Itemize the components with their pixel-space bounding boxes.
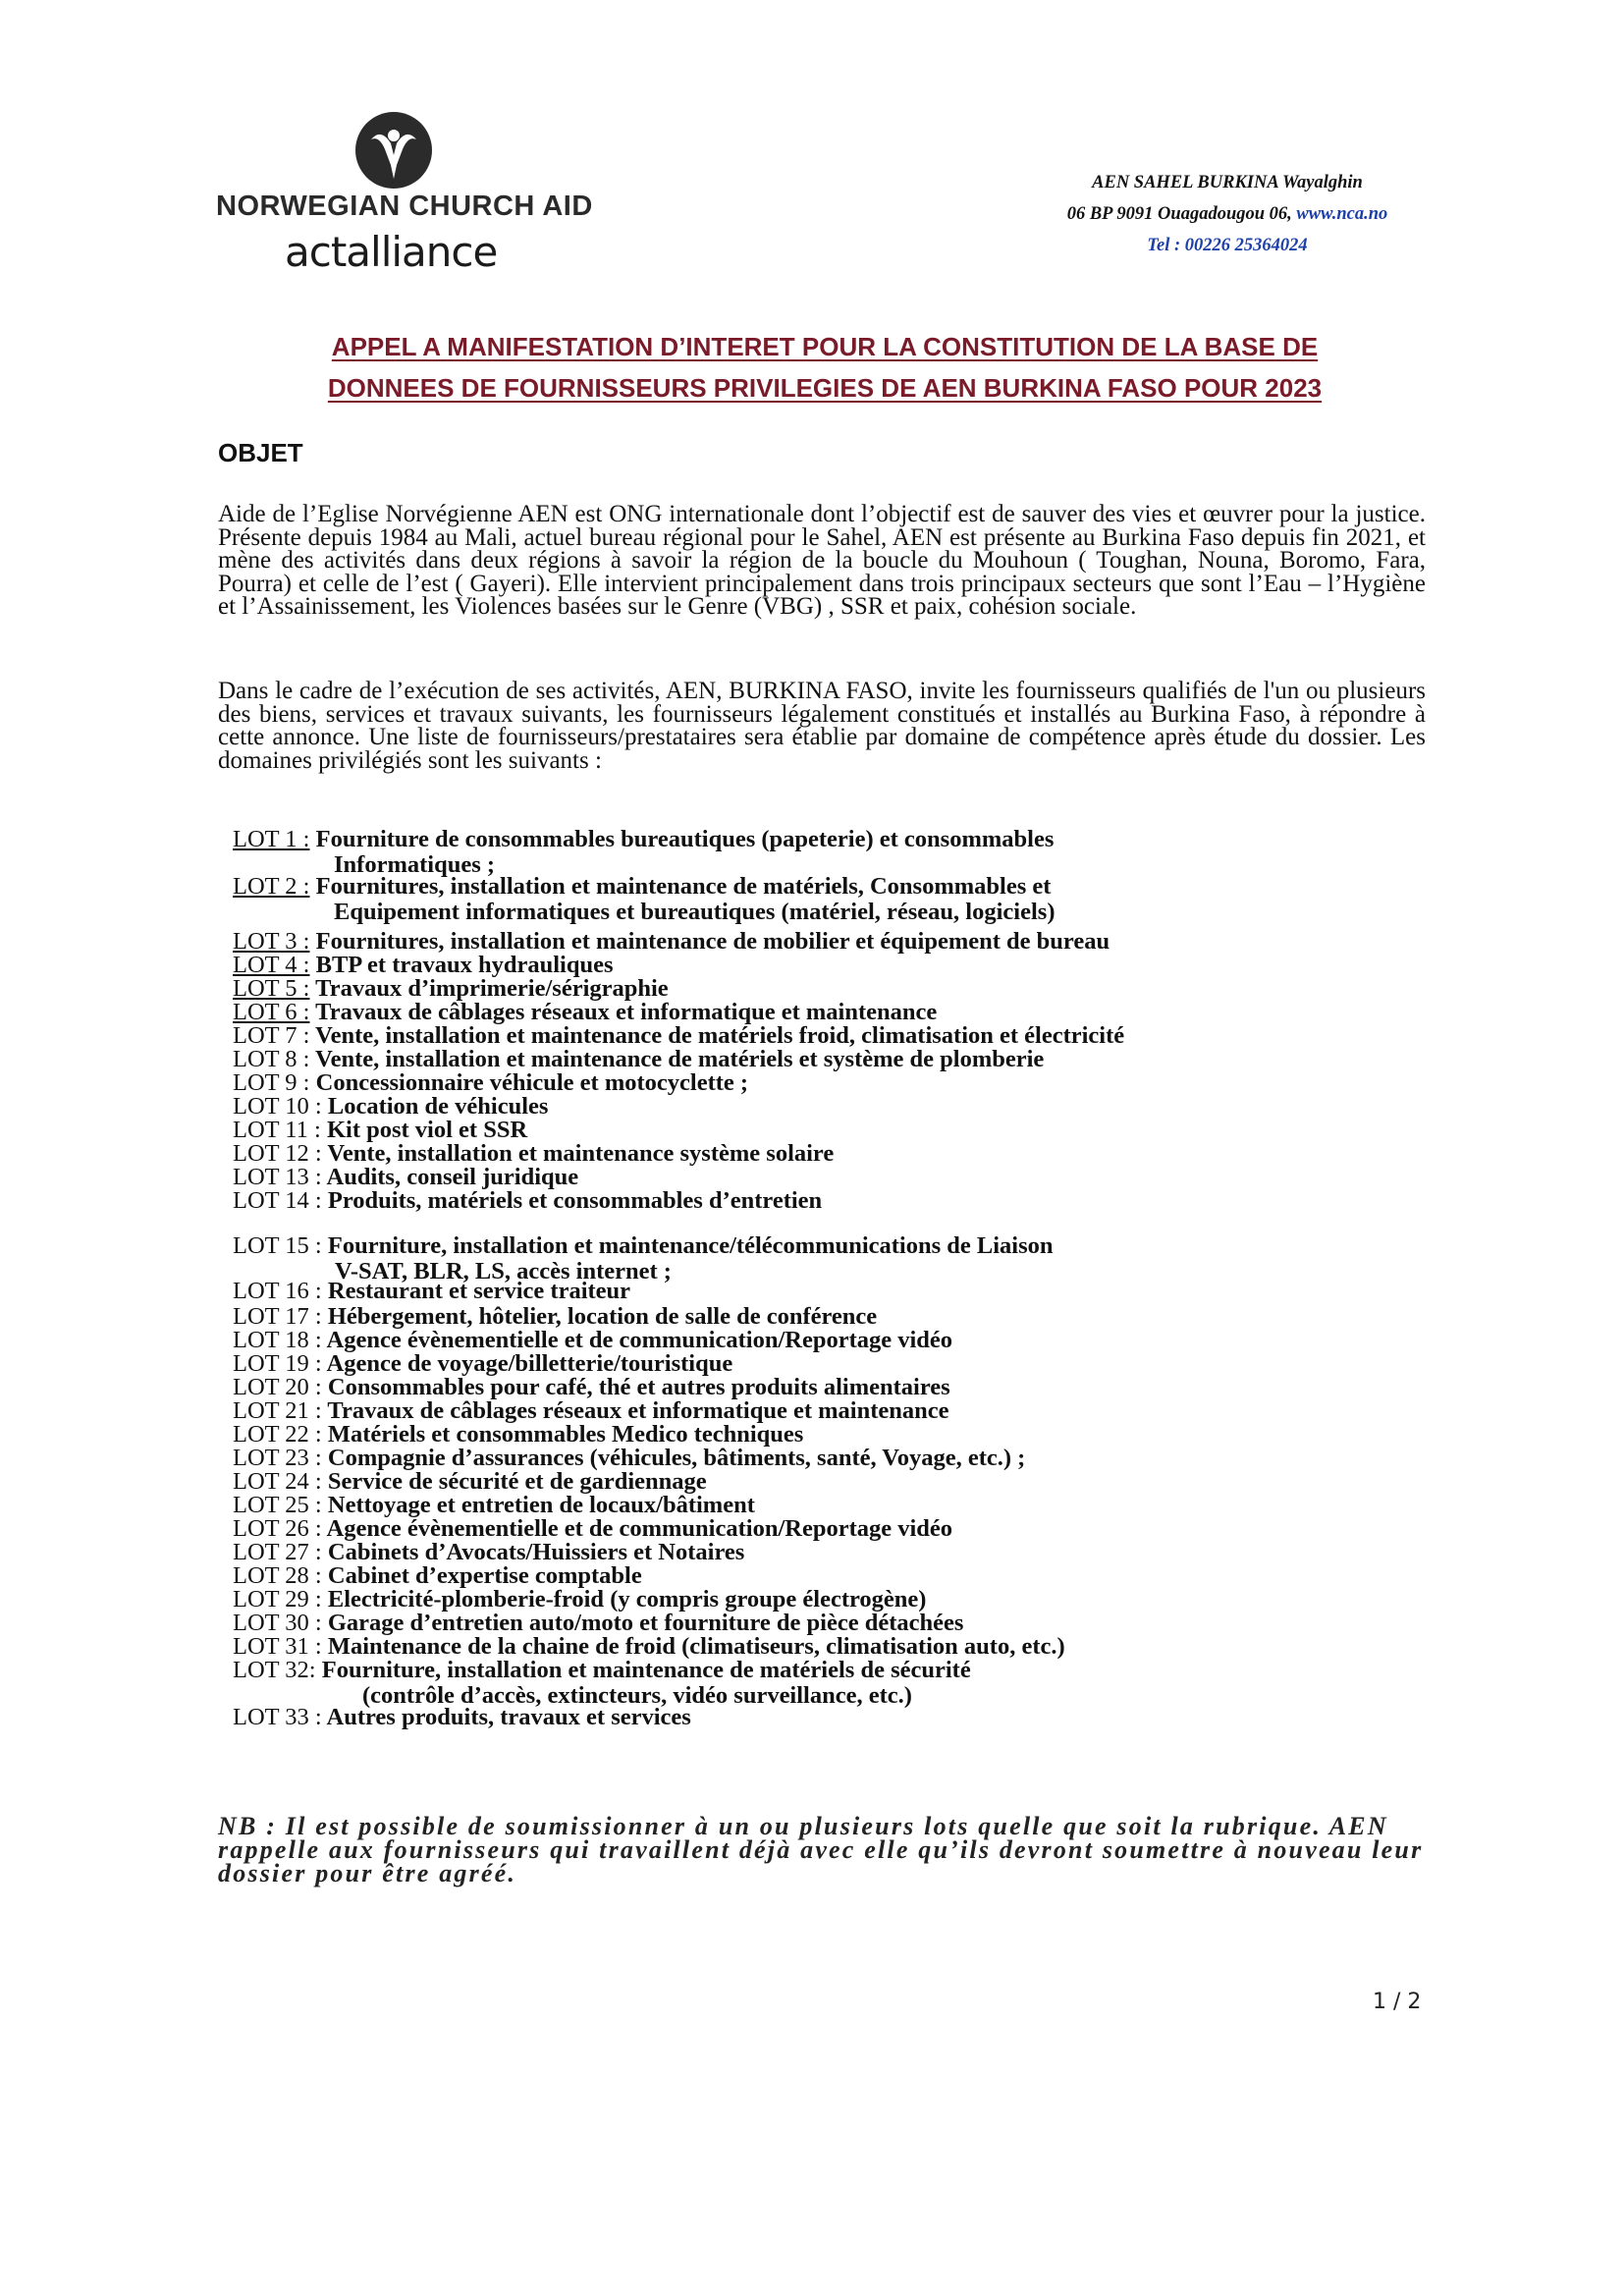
intro-paragraph: Aide de l’Eglise Norvégienne AEN est ONG internationale dont l’objectif est de sauver des vies et œuvrer pour la justice. Présente depuis 1984 au Mali, actuel bureau régional pour le Sahel, AEN est présente au Burkina Faso depuis fin 2021, et mène des activités dans deux régions à savoir la région de la boucle du Mouhoun ( Toughan, Nouna, Boromo, Fara, Pourra) et celle de l’est ( Gayeri). Elle intervient principalement dans trois principaux secteurs que sont l’Eau – l’Hygiène et l’Assainissement, les Violences basées sur le Genre (VBG) , SSR et paix, cohésion sociale. xyxy=(218,501,1426,620)
telephone: Tel : 00226 25364024 xyxy=(1147,236,1308,255)
lot-label: LOT 30 : xyxy=(233,1610,322,1636)
lot-text: Travaux de câblages réseaux et informatique et maintenance xyxy=(309,999,938,1025)
lot-label: LOT 12 : xyxy=(233,1140,322,1167)
lot-text: Agence évènementielle et de communication/Reportage vidéo xyxy=(321,1515,953,1542)
lot-text: Audits, conseil juridique xyxy=(321,1164,579,1190)
lot-label: LOT 22 : xyxy=(233,1421,322,1448)
lot-text: Matériels et consommables Medico techniques xyxy=(321,1421,804,1448)
church-aid-logo-icon xyxy=(353,110,434,191)
lot-label: LOT 16 : xyxy=(233,1278,322,1304)
lot-text: Nettoyage et entretien de locaux/bâtiment xyxy=(321,1492,755,1518)
lot-label: LOT 1 : xyxy=(233,826,310,852)
lot-text: Travaux de câblages réseaux et informatique et maintenance xyxy=(321,1397,949,1424)
nb-note: NB : Il est possible de soumissionner à un ou plusieurs lots quelle que soit la rubrique. AEN rappelle aux fournisseurs qui travaillent déjà avec elle qu’ils devront soumettre à nouveau leur dossier pour être agréé. xyxy=(218,1812,1424,1887)
lot-label: LOT 2 : xyxy=(233,873,310,900)
lot-text: Garage d’entretien auto/moto et fourniture de pièce détachées xyxy=(321,1610,964,1636)
address-line-1: AEN SAHEL BURKINA Wayalghin xyxy=(1092,173,1363,192)
document-title xyxy=(236,326,1414,409)
lot-text: Service de sécurité et de gardiennage xyxy=(321,1468,707,1495)
lot-label: LOT 20 : xyxy=(233,1374,322,1400)
lot-text: Fourniture de consommables bureautiques (papeterie) et consommables xyxy=(309,826,1055,852)
invitation-paragraph: Dans le cadre de l’exécution de ses activités, AEN, BURKINA FASO, invite les fournisseurs qualifiés de l'un ou plusieurs des biens, services et travaux suivants, les fournisseurs légalement constitués et installés au Burkina Faso, à répondre à cette annonce. Une liste de fournisseurs/prestataires sera établie par domaine de compétence après étude du dossier. Les domaines privilégiés sont les suivants : xyxy=(218,678,1426,774)
lot-label: LOT 19 : xyxy=(233,1350,322,1377)
lot-text: Fournitures, installation et maintenance de mobilier et équipement de bureau xyxy=(309,928,1110,955)
lot-label: LOT 8 : xyxy=(233,1046,310,1072)
lot-item xyxy=(233,1657,971,1709)
lot-label: LOT 26 : xyxy=(233,1515,322,1542)
lot-label: LOT 28 : xyxy=(233,1562,322,1589)
lot-text: Cabinet d’expertise comptable xyxy=(321,1562,642,1589)
lot-text: Agence de voyage/billetterie/touristique xyxy=(321,1350,733,1377)
address-postal: 06 BP 9091 Ouagadougou 06, xyxy=(1066,204,1297,224)
lot-text: Cabinets d’Avocats/Huissiers et Notaires xyxy=(321,1539,745,1565)
lot-label: LOT 18 : xyxy=(233,1327,322,1353)
lot-item xyxy=(233,1705,691,1730)
section-heading-objet: OBJET xyxy=(218,438,303,467)
lot-text: Fourniture, installation et maintenance de matériels de sécurité xyxy=(315,1657,971,1683)
lot-text: Consommables pour café, thé et autres produits alimentaires xyxy=(321,1374,950,1400)
lot-text: Agence évènementielle et de communication/Reportage vidéo xyxy=(321,1327,953,1353)
lot-text: Electricité-plomberie-froid (y compris groupe électrogène) xyxy=(321,1586,927,1613)
lot-label: LOT 7 : xyxy=(233,1022,310,1049)
org-name: NORWEGIAN CHURCH AID xyxy=(216,191,593,222)
lot-text: BTP et travaux hydrauliques xyxy=(309,952,614,978)
page-number: 1 / 2 xyxy=(1373,1990,1422,2014)
lot-label: LOT 6 : xyxy=(233,999,310,1025)
lot-label: LOT 15 : xyxy=(233,1232,322,1259)
lot-text: Vente, installation et maintenance système solaire xyxy=(321,1140,835,1167)
lot-label: LOT 5 : xyxy=(233,975,310,1002)
lot-item xyxy=(233,826,1055,878)
website-link[interactable]: www.nca.no xyxy=(1296,204,1388,224)
lot-label: LOT 32: xyxy=(233,1657,316,1683)
lot-label: LOT 14 : xyxy=(233,1187,322,1214)
lot-text: Hébergement, hôtelier, location de salle de conférence xyxy=(321,1303,878,1330)
lot-text: Autres produits, travaux et services xyxy=(321,1704,691,1730)
lot-label: LOT 25 : xyxy=(233,1492,322,1518)
lot-label: LOT 31 : xyxy=(233,1633,322,1660)
lot-label: LOT 11 : xyxy=(233,1117,321,1143)
lot-item xyxy=(233,1188,822,1214)
lot-text: Concessionnaire véhicule et motocyclette ; xyxy=(309,1069,749,1096)
lot-label: LOT 24 : xyxy=(233,1468,322,1495)
lot-text-continuation: (contrôle d’accès, extincteurs, vidéo surveillance, etc.) xyxy=(362,1682,912,1709)
lot-label: LOT 29 : xyxy=(233,1586,322,1613)
address-block xyxy=(1011,167,1443,261)
lot-text: Vente, installation et maintenance de matériels froid, climatisation et électricité xyxy=(309,1022,1125,1049)
lot-label: LOT 9 : xyxy=(233,1069,310,1096)
lot-text: Fourniture, installation et maintenance/télécommunications de Liaison xyxy=(321,1232,1054,1259)
lot-text: Fournitures, installation et maintenance de matériels, Consommables et xyxy=(309,873,1052,900)
lot-label: LOT 4 : xyxy=(233,952,310,978)
alliance-wordmark: actalliance xyxy=(285,228,498,276)
lot-text: Maintenance de la chaine de froid (climatiseurs, climatisation auto, etc.) xyxy=(321,1633,1065,1660)
lot-text-continuation: Equipement informatiques et bureautiques (matériel, réseau, logiciels) xyxy=(334,899,1056,925)
lot-label: LOT 17 : xyxy=(233,1303,322,1330)
lot-text: Vente, installation et maintenance de matériels et système de plomberie xyxy=(309,1046,1045,1072)
lot-text-continuation: Informatiques ; xyxy=(334,851,496,878)
lot-item xyxy=(233,1279,630,1304)
lot-text: Produits, matériels et consommables d’entretien xyxy=(321,1187,823,1214)
lot-item xyxy=(233,873,1056,925)
lot-item xyxy=(233,1232,1054,1285)
lot-label: LOT 23 : xyxy=(233,1445,322,1471)
lot-label: LOT 21 : xyxy=(233,1397,322,1424)
lot-text: Restaurant et service traiteur xyxy=(321,1278,631,1304)
lot-text: Compagnie d’assurances (véhicules, bâtiments, santé, Voyage, etc.) ; xyxy=(321,1445,1026,1471)
lot-label: LOT 33 : xyxy=(233,1704,322,1730)
lot-text-continuation: V-SAT, BLR, LS, accès internet ; xyxy=(335,1258,672,1285)
address-line-2 xyxy=(1011,198,1443,230)
logo-block xyxy=(206,110,593,277)
lot-text: Travaux d’imprimerie/sérigraphie xyxy=(309,975,669,1002)
lot-label: LOT 10 : xyxy=(233,1093,322,1120)
title-line-1: APPEL A MANIFESTATION D’INTERET POUR LA CONSTITUTION DE LA BASE DE xyxy=(331,332,1319,361)
title-line-2: DONNEES DE FOURNISSEURS PRIVILEGIES DE AEN BURKINA FASO POUR 2023 xyxy=(327,373,1323,403)
lot-text: Kit post viol et SSR xyxy=(320,1117,528,1143)
lot-text: Location de véhicules xyxy=(321,1093,549,1120)
lot-label: LOT 3 : xyxy=(233,928,310,955)
lot-label: LOT 27 : xyxy=(233,1539,322,1565)
lot-label: LOT 13 : xyxy=(233,1164,322,1190)
